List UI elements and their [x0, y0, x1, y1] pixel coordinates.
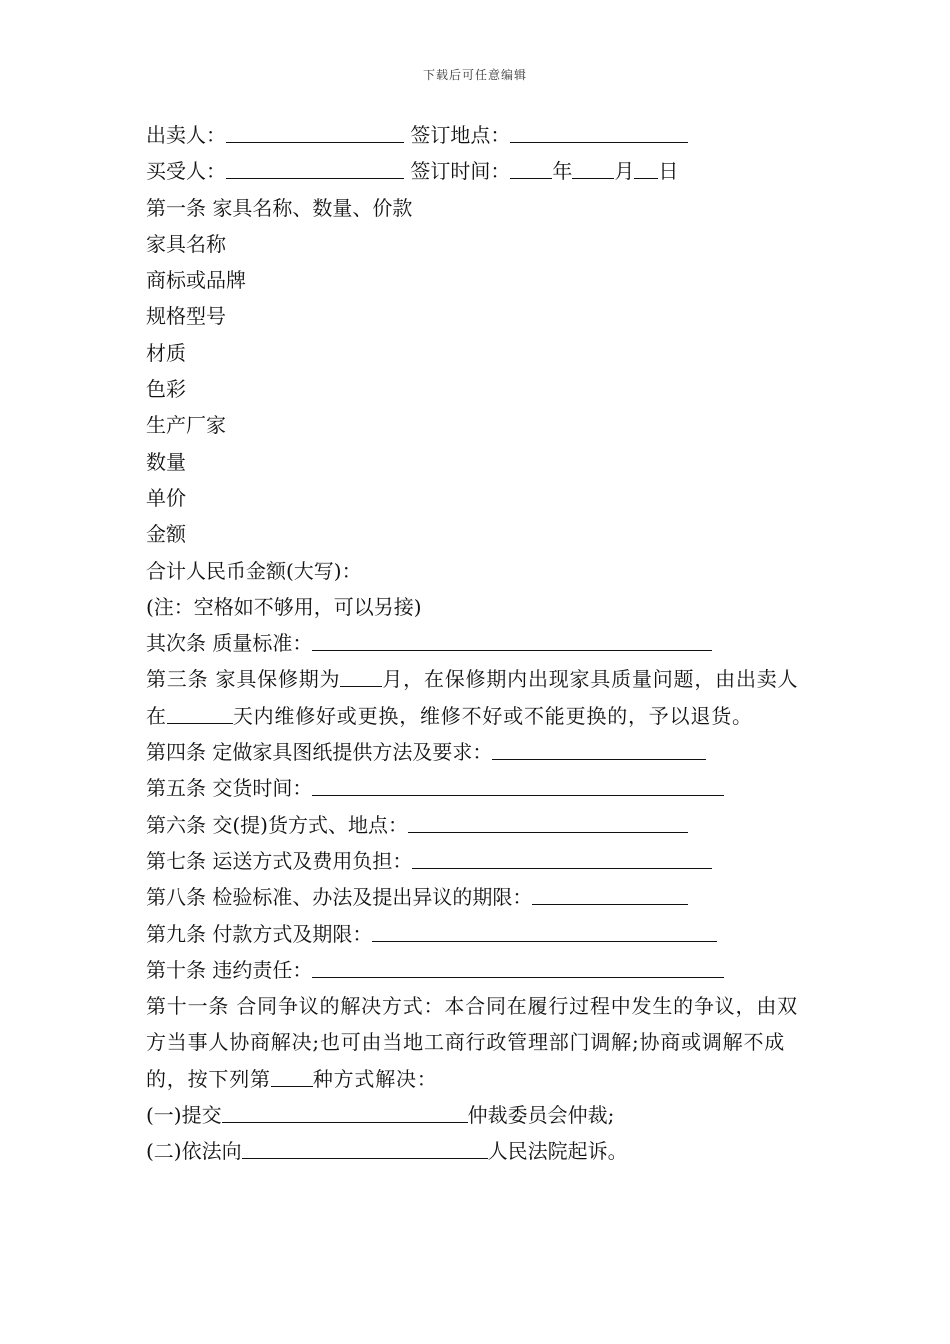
day-blank[interactable] [634, 158, 658, 179]
quality-standard-blank[interactable] [312, 630, 712, 651]
contract-body [146, 117, 811, 1170]
option-2 [146, 1133, 811, 1169]
field-unit-price: 单价 [146, 485, 186, 510]
article-11-text-b: 种方式解决： [312, 1066, 438, 1091]
article-11-text-a: 第十一条 合同争议的解决方式：本合同在履行过程中发生的争议，由双方当事人协商解决;也可由当地工商行政管理部门调解;协商或调解不成的，按下列第 [146, 994, 798, 1091]
transport-cost-blank[interactable] [412, 848, 712, 869]
field-material: 材质 [146, 340, 186, 365]
seller-blank[interactable] [226, 122, 404, 143]
article-6 [146, 807, 811, 843]
field-manufacturer: 生产厂家 [146, 413, 226, 438]
field-furniture-name: 家具名称 [146, 231, 226, 256]
field-brand: 商标或品牌 [146, 268, 246, 293]
article-3-text-b: 月，在保修期内出现家具质量问题，由出卖人在 [146, 667, 799, 728]
option-2-text-a: (二)依法向 [146, 1139, 242, 1164]
article-5-label: 第五条 交货时间： [146, 776, 313, 801]
seller-line [146, 117, 811, 153]
month-label: 月 [614, 159, 635, 184]
buyer-line [146, 153, 811, 189]
delivery-method-blank[interactable] [408, 812, 688, 833]
article-7 [146, 843, 811, 879]
article-8 [146, 879, 811, 915]
warranty-months-blank[interactable] [340, 666, 382, 687]
year-label: 年 [552, 159, 573, 184]
option-2-text-b: 人民法院起诉。 [487, 1139, 628, 1164]
payment-blank[interactable] [372, 921, 717, 942]
page-header: 下载后可任意编辑 [422, 68, 527, 82]
article-5 [146, 770, 811, 806]
article-4-label: 第四条 定做家具图纸提供方法及要求： [146, 740, 493, 765]
option-1-text-b: 仲裁委员会仲裁; [467, 1103, 615, 1128]
article-2 [146, 625, 811, 661]
article-3-text-a: 第三条 家具保修期为 [146, 667, 341, 692]
article-4 [146, 734, 811, 770]
month-blank[interactable] [572, 158, 614, 179]
article-9-label: 第九条 付款方式及期限： [146, 921, 373, 946]
sign-place-blank[interactable] [510, 122, 688, 143]
repair-days-blank[interactable] [167, 703, 233, 724]
note-line: (注：空格如不够用，可以另接) [146, 594, 422, 619]
buyer-label: 买受人： [146, 159, 226, 184]
article-2-label: 其次条 质量标准： [146, 631, 313, 656]
article-10-label: 第十条 违约责任： [146, 957, 313, 982]
field-model: 规格型号 [146, 304, 226, 329]
total-line: 合计人民币金额(大写)： [146, 558, 362, 583]
field-amount: 金额 [146, 522, 186, 547]
article-11 [146, 988, 811, 1097]
field-color: 色彩 [146, 377, 186, 402]
article-8-label: 第八条 检验标准、办法及提出异议的期限： [146, 885, 533, 910]
year-blank[interactable] [510, 158, 552, 179]
article-6-label: 第六条 交(提)货方式、地点： [146, 812, 408, 837]
article-1: 第一条 家具名称、数量、价款 [146, 195, 413, 220]
court-blank[interactable] [242, 1138, 488, 1159]
sign-place-label: 签订地点： [410, 123, 511, 147]
buyer-blank[interactable] [226, 158, 404, 179]
day-label: 日 [658, 159, 679, 184]
dispute-method-blank[interactable] [271, 1066, 313, 1087]
arbitration-committee-blank[interactable] [222, 1102, 468, 1123]
inspection-blank[interactable] [532, 884, 688, 905]
article-7-label: 第七条 运送方式及费用负担： [146, 848, 413, 873]
option-1-text-a: (一)提交 [146, 1103, 222, 1128]
delivery-time-blank[interactable] [312, 775, 724, 796]
sign-time-label: 签订时间： [410, 159, 511, 184]
article-9 [146, 916, 811, 952]
drawing-requirements-blank[interactable] [492, 739, 706, 760]
article-3-text-c: 天内维修好或更换，维修不好或不能更换的，予以退货。 [232, 703, 753, 728]
article-10 [146, 952, 811, 988]
field-quantity: 数量 [146, 449, 186, 474]
seller-label: 出卖人： [146, 123, 226, 147]
liability-blank[interactable] [312, 957, 724, 978]
option-1 [146, 1097, 811, 1133]
article-3 [146, 661, 811, 734]
